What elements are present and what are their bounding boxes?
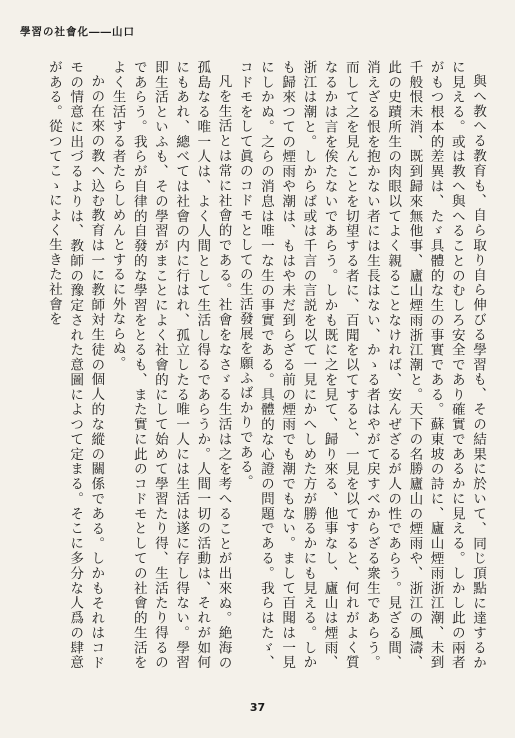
paragraph-3: かの在來の教へ込む教育は一に教師対生徒の個人的な縱の關係である。しかもそれはコドモの情意に出づるよりは、教師の豫定された意圖によつて定まる。そこに多分な人爲の肆意がある。從つてこゝによく生きた社會を	[45, 60, 105, 670]
running-header: 學習の社會化――山口	[20, 26, 135, 38]
page-number: 37	[249, 701, 266, 714]
paragraph-2: 凡を生活とは常に社會的である。社會をなさゞる生活は之を考へることが出來ぬ。絶海の孤島なる唯一人は、よく人間として生活し得るであらうか。人間一切の活動は、それが如何にもあれ、總べては社會の内に行はれ、孤立したる唯一人には生活は遂に存し得ない。學習即生活といふも、その學習がまことによく社會的にして始めて學習たり得、生活たり得るのであらう。我らが自律的自發的な學習をとるも、また實に此のコドモとしての社會的生活をよく生活する者たらしめんとするに外ならぬ。	[109, 60, 232, 670]
paragraph-1: 與へ教へる教育も、自ら取り自ら伸びる學習も、その結果に於いて、同じ頂點に達するかに見える。或は教へ與へることのむしろ安全であり確實であるかに見える。しかし此の兩者がもつ根本的差異は、たゞ具體的な生の事實である。蘇東坡の詩に、廬山煙雨浙江潮、未到千般恨未消、既到歸來無他事、廬山煙雨浙江潮と。天下の名勝廬山の煙雨や、浙江の風濤、此の史蹟所生の肉眼以てよく親ることなければ、安んぜざるが人の性であらう。見ざる間、消えざる恨を抱かない者には生長はない、かゝる者はやがて戻すべからざる衆生であらう。而して之を見んことを切望する者に、百聞を以てすると、一見を以てすると、何れがよく質なるかは言を俟たないであらう。しかも既に之を見て、歸り來る、他事なし、廬山は煙雨、浙江は潮と。しからば或は千言の言説を以て一見にかへしめた方が勝るかにも見える。しかも歸來つての煙雨や潮は、もはや未だ到らざる前の煙雨でも潮でもない。まして百聞は一見にしかぬ。之らの消息は唯一な生の事實である。具體的な心證の問題である。我らはたゞ、コドモをして眞のコドモとしての生活發展を願ふばかりである。	[236, 60, 486, 670]
vertical-body-text	[45, 60, 488, 670]
